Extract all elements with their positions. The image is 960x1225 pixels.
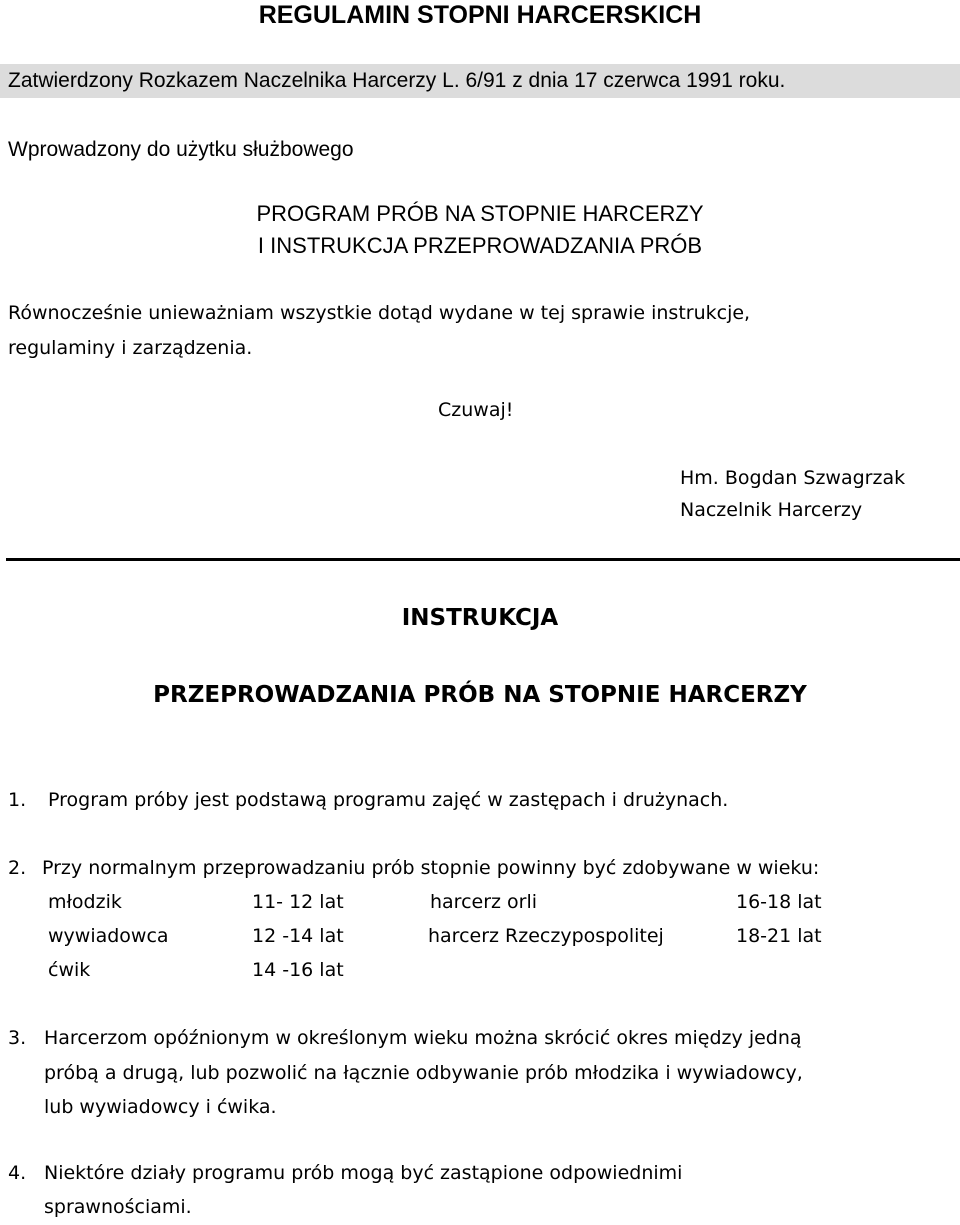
age-range-2: 16-18 lat <box>736 891 822 913</box>
point-4-line-2: sprawnościami. <box>44 1196 192 1218</box>
horizontal-rule <box>6 558 960 561</box>
age-range-2: 18-21 lat <box>736 925 822 947</box>
point-4-line-1: Niektóre działy programu prób mogą być zastąpione odpowiednimi <box>44 1162 683 1184</box>
signature-role: Naczelnik Harcerzy <box>680 499 863 521</box>
document-title: REGULAMIN STOPNI HARCERSKICH <box>258 1 702 29</box>
instruction-subheading: PRZEPROWADZANIA PRÓB NA STOPNIE HARCERZY <box>153 682 807 708</box>
point-3-number: 3. <box>8 1027 27 1049</box>
age-range: 11- 12 lat <box>252 891 344 913</box>
age-rank: wywiadowca <box>48 925 169 947</box>
introduced-text: Wprowadzony do użytku służbowego <box>8 138 354 161</box>
annul-line-1: Równocześnie unieważniam wszystkie dotąd wydane w tej sprawie instrukcje, <box>8 302 751 324</box>
program-line-1: PROGRAM PRÓB NA STOPNIE HARCERZY <box>256 201 704 226</box>
point-1-text: Program próby jest podstawą programu zajęć w zastępach i drużynach. <box>48 789 729 811</box>
point-3-line-3: lub wywiadowcy i ćwika. <box>44 1096 277 1118</box>
point-1-number: 1. <box>8 789 27 811</box>
greeting: Czuwaj! <box>438 399 514 421</box>
approval-text: Zatwierdzony Rozkazem Naczelnika Harcerzy L. 6/91 z dnia 17 czerwca 1991 roku. <box>8 69 786 92</box>
point-3-line-1: Harcerzom opóźnionym w określonym wieku można skrócić okres między jedną <box>44 1027 802 1049</box>
program-line-2: I INSTRUKCJA PRZEPROWADZANIA PRÓB <box>257 233 703 258</box>
approval-banner <box>0 64 960 98</box>
age-rank-2: harcerz orli <box>430 891 538 913</box>
instruction-heading: INSTRUKCJA <box>401 605 559 631</box>
point-2-number: 2. <box>8 857 27 879</box>
signature-name: Hm. Bogdan Szwagrzak <box>680 467 906 489</box>
age-range: 12 -14 lat <box>252 925 344 947</box>
age-rank: młodzik <box>48 891 122 913</box>
point-3-line-2: próbą a drugą, lub pozwolić na łącznie odbywanie prób młodzika i wywiadowcy, <box>44 1062 803 1084</box>
age-rank-2: harcerz Rzeczypospolitej <box>428 925 664 947</box>
point-2-text: Przy normalnym przeprowadzaniu prób stopnie powinny być zdobywane w wieku: <box>42 857 820 879</box>
annul-line-2: regulaminy i zarządzenia. <box>8 337 253 359</box>
age-range: 14 -16 lat <box>252 959 344 981</box>
point-4-number: 4. <box>8 1162 27 1184</box>
age-rank: ćwik <box>48 959 91 981</box>
